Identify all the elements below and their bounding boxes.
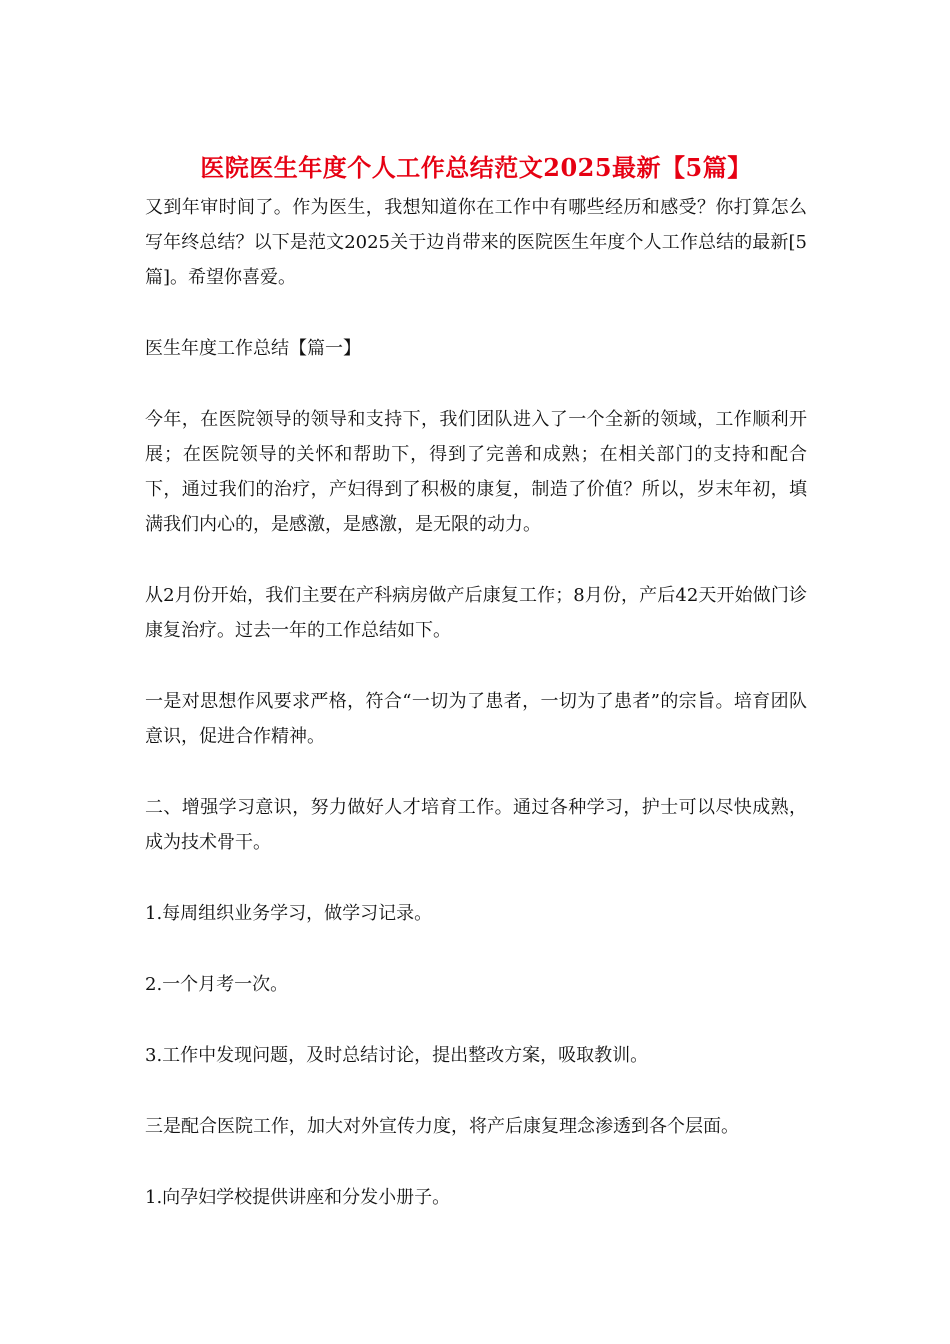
body-paragraph: 一是对思想作风要求严格，符合“一切为了患者，一切为了患者”的宗旨。培育团队意识，促进合作精神。: [145, 691, 807, 747]
list-item: 1.向孕妇学校提供讲座和分发小册子。: [145, 1187, 451, 1208]
list-item: 3.工作中发现问题，及时总结讨论，提出整改方案，吸取教训。: [145, 1045, 649, 1066]
body-paragraph: 三是配合医院工作，加大对外宣传力度，将产后康复理念渗透到各个层面。: [145, 1116, 739, 1137]
body-paragraph: 今年，在医院领导的领导和支持下，我们团队进入了一个全新的领域，工作顺利开展；在医院领导的关怀和帮助下，得到了完善和成熟；在相关部门的支持和配合下，通过我们的治疗，产妇得到了积极的康复，制造了价值？所以，岁末年初，填满我们内心的，是感激，是感激，是无限的动力。: [145, 409, 807, 535]
section-heading-part-one: 医生年度工作总结【篇一】: [145, 338, 361, 359]
intro-paragraph: 又到年审时间了。作为医生，我想知道你在工作中有哪些经历和感受？你打算怎么写年终总结？以下是范文2025关于边肖带来的医院医生年度个人工作总结的最新[5篇]。希望你喜爱。: [145, 197, 807, 288]
document-title: 医院医生年度个人工作总结范文2025最新【5篇】: [200, 153, 752, 182]
list-item: 1.每周组织业务学习，做学习记录。: [145, 903, 433, 924]
document-page: [145, 148, 807, 1251]
body-paragraph: 二、增强学习意识，努力做好人才培育工作。通过各种学习，护士可以尽快成熟，成为技术骨干。: [145, 797, 807, 853]
list-item: 2.一个月考一次。: [145, 974, 289, 995]
body-paragraph: 从2月份开始，我们主要在产科病房做产后康复工作；8月份，产后42天开始做门诊康复治疗。过去一年的工作总结如下。: [145, 585, 807, 641]
